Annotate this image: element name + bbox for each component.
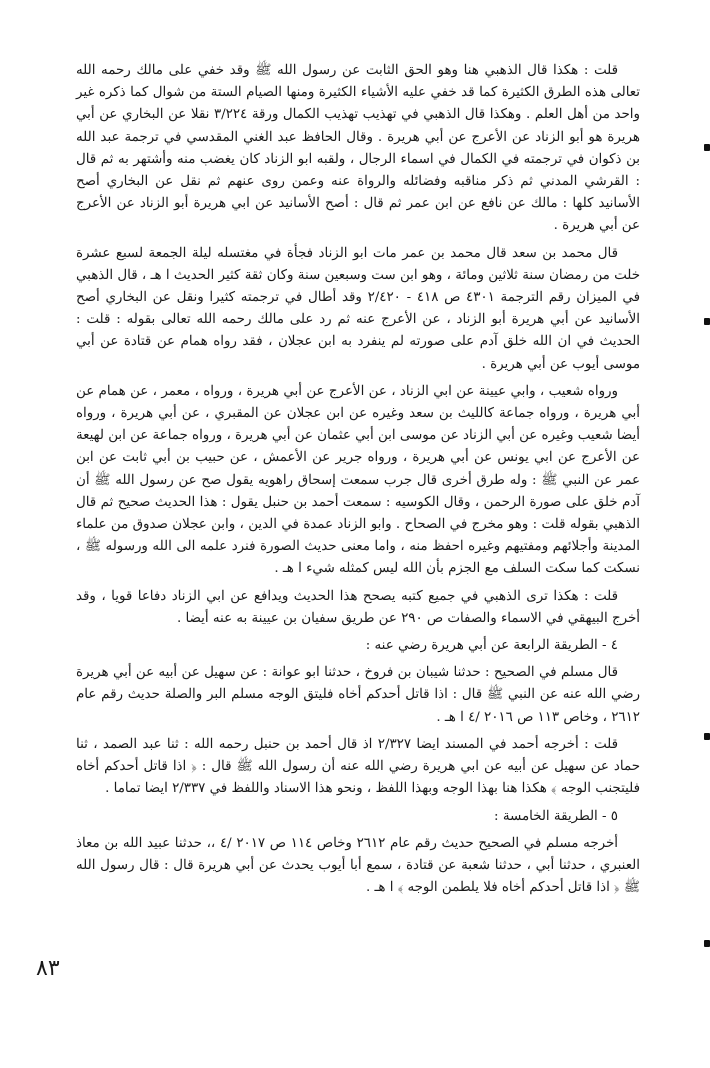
page-number: ٨٣ [36,956,60,981]
paragraph-narrations: ورواه شعيب ، وابي عيينة عن ابي الزناد ، عن الأعرج عن أبي هريرة ، ورواه ، معمر ، عن همام عن أبي هريرة ، ورواه جماعة كالليث بن سعد وغيره عن ابن عجلان عن المقبري ، عن أبي هريرة ، ورواه أيضا شعيب وغيره عن أبي الزناد عن موسى ابن أبي عثمان عن أبي هريرة ، ورواه جماعة عن ابن لهيعة عن الأعرج عن ابي يونس عن أبي هريرة ، ورواه جرير عن الأعمش ، عن حبيب بن أبي ثابت عن ابن عمر عن النبي ﷺ : وله طرق أخرى قال جرب سمعت إسحاق راهويه يقول صح عن رسول الله ﷺ أن آدم خلق على صورة الرحمن ، وقال الكوسيه : سمعت أحمد بن حنبل يقول : هذا الحديث صحيح ثم قال الذهبي بقوله قلت : وهو مخرج في الصحاح . وابو الزناد عمدة في الدين ، وابن عجلان صدوق من علماء المدينة وأجلائهم ومفتيهم وغيره احفظ منه ، واما معنى حديث الصورة فنرد علمه الى الله ورسوله ﷺ ، نسكت كما سكت السلف مع الجزم بأن الله ليس كمثله شيء ا هـ . [76,383,640,577]
scan-edge-mark [704,144,710,151]
paragraph-dhahabi-comment: قلت : هكذا قال الذهبي هنا وهو الحق الثابت عن رسول الله ﷺ وقد خفي على مالك رحمه الله تعالى هذه الطرق الكثيرة كما قد خفي عليه الأشياء الكثيرة ومنها الصيام الستة من شوال كما ذكره غير واحد من أهل العلم . وهكذا قال الذهبي في تهذيب تهذيب الكمال ورقة ٣/٢٢٤ نقلا عن البخاري عن أبي هريرة هو أبو الزناد عن الأعرج عن أبي هريرة . وقال الحافظ عبد الغني المقدسي في ترجمة عبد الله بن ذكوان في ترجمته في الكمال في اسماء الرجال ، ولقبه ابو الزناد كان يغضب منه وأشتهر به ثم قال : القرشي المدني ثم ذكر مناقبه وفضائله والرواة عنه وعمن روى عنهم ثم نقل عن البخاري أصح الأسانيد كلها : مالك عن نافع عن ابن عمر ثم قال : أصح الأسانيد عن ابي هريرة أبو الزناد عن الأعرج عن أبي هريرة . [76,63,640,234]
heading-fourth-route: ٤ - الطريقة الرابعة عن أبي هريرة رضي عنه : [365,638,618,654]
paragraph-ahmad-musnad: قلت : أخرجه أحمد في المسند ايضا ٢/٣٢٧ اذ قال أحمد بن حنبل رحمه الله : ثنا عبد الصمد ، ثنا حماد عن سهيل عن أبيه عن ابي هريرة رضي الله عنه أن رسول الله ﷺ قال : ﴿ اذا قاتل أحدكم أخاه فليتجنب الوجه ﴾ هكذا هنا بهذا الوجه وبهذا اللفظ ، ونحو هذا الاسناد واللفظ في ٢/٣٣٧ ايضا تماما . [76,736,640,797]
paragraph-muslim-fifth: أخرجه مسلم في الصحيح حديث رقم عام ٢٦١٢ وخاص ١١٤ ص ٢٠١٧ /٤ ،، حدثنا عبيد الله بن معاذ العنبري ، حدثنا أبي ، حدثنا شعبة عن قتادة ، سمع أبا أيوب يحدث عن أبي هريرة قال : قال رسول الله ﷺ ﴿ اذا قاتل أحدكم أخاه فلا يلطمن الوجه ﴾ ا هـ . [76,835,640,896]
scan-edge-mark [704,940,710,947]
paragraph-ibn-saad: قال محمد بن سعد قال محمد بن عمر مات ابو الزناد فجأة في مغتسله ليلة الجمعة لسبع عشرة خلت من رمضان سنة ثلاثين ومائة ، وهو ابن ست وسبعين سنة وكان ثقة كثير الحديث ا هـ ، قال الذهبي في الميزان رقم الترجمة ٤٣٠١ ص ٤١٨ - ٢/٤٢٠ وقد أطال في ترجمته كثيرا ونقل عن البخاري أصح الأسانيد عن أبي هريرة أبو الزناد ، عن الأعرج عنه ثم رد على مالك رحمه الله تعالى بقوله : قلت : الحديث في ان الله خلق آدم على صورته لم ينفرد به ابن عجلان ، فقد رواه همام عن قتادة عن أبي موسى أيوب عن أبي هريرة . [76,245,640,372]
scan-edge-mark [704,318,710,325]
heading-fifth-route: ٥ - الطريقة الخامسة : [494,808,618,824]
paragraph-muslim-fourth: قال مسلم في الصحيح : حدثنا شيبان بن فروخ ، حدثنا ابو عوانة : عن سهيل عن أبيه عن أبي هريرة رضي الله عنه عن النبي ﷺ قال : اذا قاتل أحدكم أخاه فليتق الوجه مسلم البر والصلة حديث رقم عام ٢٦١٢ ، وخاص ١١٣ ص ٢٠١٦ /٤ ا هـ . [76,665,640,725]
body-text [76,60,640,904]
paragraph-bayhaqi: قلت : هكذا ترى الذهبي في جميع كتبه يصحح هذا الحديث ويدافع عن ابي الزناد دفاعا قويا ، وقد أخرج البيهقي في الاسماء والصفات ص ٢٩٠ عن طريق سفيان بن عيينة به عنه أيضا . [76,588,640,626]
scan-edge-mark [704,733,710,740]
